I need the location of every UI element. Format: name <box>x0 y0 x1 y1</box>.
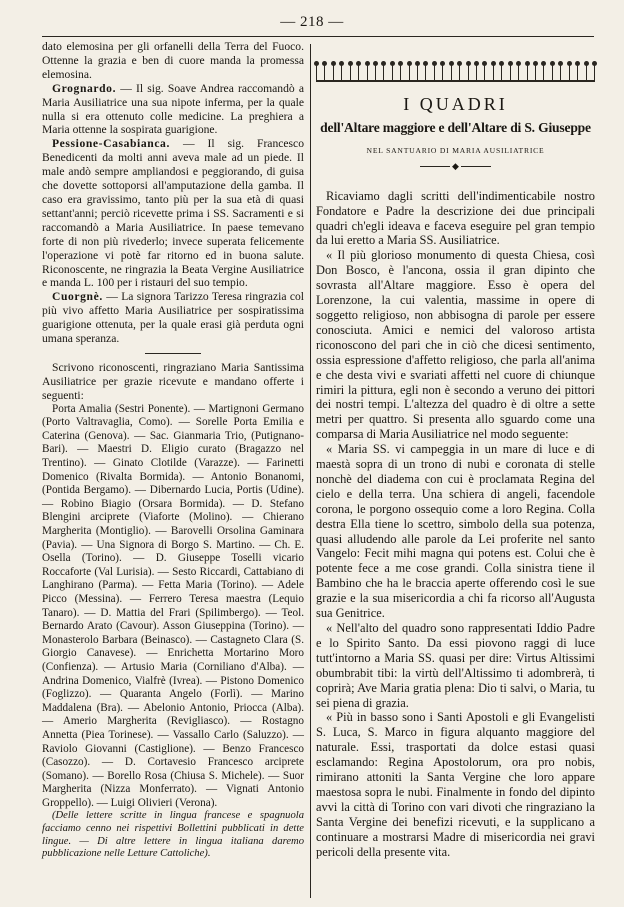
border-spike <box>493 64 494 80</box>
border-spike <box>409 64 410 80</box>
grace-entry-cuorgne <box>42 290 304 346</box>
grace-entry-grognardo <box>42 82 304 138</box>
border-spike <box>392 64 393 80</box>
title-ornament: ◆ <box>316 162 595 171</box>
donors-intro: Scrivono riconoscenti, ringraziano Maria Santissima Ausiliatrice per grazie ricevute e mandano offerte i seguenti: <box>42 360 304 402</box>
border-spike <box>527 64 528 80</box>
entry-heading: Pessione-Casabianca. <box>52 137 170 151</box>
border-spike <box>417 64 418 80</box>
border-spike <box>577 64 578 80</box>
border-spike <box>383 64 384 80</box>
article-paragraph: « Maria SS. vi campeggia in un mare di luce e di maestà sopra di un trono di nubi e coronata di stelle nonchè del diadema con cui è proclamata Regina del cielo e della terra. Una schiera di angeli, facendole corona, le porgono ossequio come a loro Regina. Colla destra Ella tiene lo scettro, simbolo della sua potenza, quasi alludendo alle parole da Lei proferite nel santo Vangelo: Fecit mihi magna qui potens est. Colui che è potente fece a me cose grandi. Colla sinistra tiene il Bambino che ha le braccia aperte offerendo così le sue grazie e la sua misericordia a chi fa ricorso all'Augusta sua Genitrice. <box>316 442 595 621</box>
article-paragraph: « Il più glorioso monumento di questa Chiesa, così Don Bosco, è l'ancona, ossia il gran dipinto che sovrasta all'Altare maggiore. Esso è opera del Lorenzone, la cui valentia, massime in opere di soggetto religioso, non abbisogna di parole per essere conosciuta. Amici e nemici del valoroso artista riconoscono del pari che in ciò che dicesi sentimento, ossia espressione d'affetto religioso, che parla all'anima e che desta vivi e svariati affetti nel cuore di chiunque rimiri la pittura, egli non è secondo a veruno dei pittori dei nostri tempi. L'altezza del quadro è di oltre a sette metri per quattro. Si presenta allo sguardo come una comparsa di Maria Ausiliatrice nel modo seguente: <box>316 248 595 442</box>
border-spike <box>543 64 544 80</box>
article-title: I QUADRI <box>403 94 508 114</box>
border-spike <box>375 64 376 80</box>
border-spike <box>367 64 368 80</box>
border-spike <box>324 64 325 80</box>
article-title-line2: dell'Altare maggiore e dell'Altare di S. Giuseppe <box>320 119 591 135</box>
border-spike <box>552 64 553 80</box>
border-spike <box>451 64 452 80</box>
border-spike <box>434 64 435 80</box>
article-subtitle: NEL SANTUARIO DI MARIA AUSILIATRICE <box>366 145 545 155</box>
border-spike <box>341 64 342 80</box>
border-spike <box>316 64 317 80</box>
border-spike <box>594 64 595 80</box>
entry-text: — Il sig. Francesco Benedicenti da molti anni aveva male ad un piede. Il male andò sempre ampliandosi e peggiorando, di guisa che dovette sottoporsi all'amputazione della gamba. Il caso era gravissimo, tanto più per la sua età di quasi settant'anni; perciò ricevette prima i SS. Sacramenti e si raccomandò a Maria Ausiliatrice. In paese temevano forte di non più rivederlo; invece superata felicemente l'operazione vi potè far ritorno ed in buona salute. Riconoscente, ne ringrazia la Beata Vergine Ausiliatrice e manda L. 100 per i ristauri del suo tempio. <box>42 137 304 290</box>
border-spike <box>560 64 561 80</box>
border-spike <box>459 64 460 80</box>
border-spike <box>476 64 477 80</box>
border-spike <box>510 64 511 80</box>
entry-text: — La signora Tarizzo Teresa ringrazia col più vivo affetto Maria Ausiliatrice per sospiratissima guarigione ottenuta, per la quale erasi già perduta ogni umana speranza. <box>42 290 304 346</box>
border-spike <box>358 64 359 80</box>
entry-text: — Il sig. Soave Andrea raccomandò a Maria Ausiliatrice una sua nipote inferma, per la quale nulla si era ottenuto colle medicine. La preghiera a Maria ottenne la sospirata guarigione. <box>42 81 304 137</box>
border-spike <box>535 64 536 80</box>
page-number: — 218 — <box>280 14 344 30</box>
border-spike <box>333 64 334 80</box>
language-note: (Delle lettere scritte in lingua francese e spagnuola facciamo cenno nei rispettivi Bollettini pubblicati in dette lingue. — Di altre lettere in lingua italiana daremo pubblicazione nelle Letture Cattoliche). <box>42 810 304 860</box>
column-divider <box>310 44 311 898</box>
border-spike <box>586 64 587 80</box>
right-column <box>316 46 595 860</box>
border-spike <box>484 64 485 80</box>
border-spike <box>569 64 570 80</box>
article-paragraph: « Più in basso sono i Santi Apostoli e gli Evangelisti S. Luca, S. Marco in figura alquanto maggiore del naturale. Essi, trasportati da dolce estasi quasi esclamando: Regina Apostolorum, ora pro nobis, rimirano attoniti la Santa Vergine che loro appare maestosa sopra le nubi. Finalmente in fondo del dipinto avvi la città di Torino con vari divoti che ringraziano la Santa Vergine dei benefizi ricevuti, e la supplicano a continuare a mostrarsi Madre di misericordia nei gravi pericoli della presente vita. <box>316 710 595 859</box>
entry-heading: Grognardo. <box>52 81 117 95</box>
decorative-border <box>316 58 595 82</box>
entry-heading: Cuorgnè. <box>52 290 103 304</box>
border-spike <box>425 64 426 80</box>
border-spike <box>442 64 443 80</box>
header-rule <box>42 36 594 37</box>
border-spike <box>468 64 469 80</box>
border-spike <box>400 64 401 80</box>
border-spike <box>350 64 351 80</box>
article-paragraph: Ricaviamo dagli scritti dell'indimenticabile nostro Fondatore e Padre la descrizione dei due principali quadri ch'egli ideava e faceva eseguire pel gran tempio da lui eretto a Maria SS. Ausiliatrice. <box>316 188 595 248</box>
section-separator <box>145 353 201 354</box>
border-spike <box>501 64 502 80</box>
donors-list: Porta Amalia (Sestri Ponente). — Martignoni Germano (Porto Valtravaglia, Como). — Sorelle Porta Emilia e Caterina (Genova). — Sac. Gianmaria Trio, (Putignano-Bari). — Maestri D. Eligio curato (Bragazzo nel Trentino). — Ginato Clotilde (Varazze). — Farinetti Domenico (Rivalta Bormida). — Antonio Bonanomi, (Pontida Bergamo). — Dibernardo Lucia, Portis (Udine). — Robino Biagio (Orsara Bormida). — D. Stefano Blengini arciprete (Viaforte (Molino). — Chierano Margherita (Montiglio). — Barovelli Orsolina Gaminara (Pavia). — Una Signora di Borgo S. Martino. — Ch. E. Osella (Torino). — D. Giuseppe Toselli vicario Roccaforte (Val Lurisia). — Sesto Riccardi, Cattabiano di Langhirano (Parma). — Fetta Maria (Torino). — Adele Picco (Messina). — Ferrero Teresa maestra (Lequio Tanaro). — D. Mattia del Frari (Spilimbergo). — Teol. Bernardo Arato (Cavour). Asson Giuseppina (Torino). — Monasterolo Barbara (Beinasco). — Castagneto Clara (S. Giorgio Canavese). — Enrichetta Mortarino Moro (Confienza). — Artusio Maria (Corniliano d'Alba). — Andrina Domenico, Vialfrè (Ivrea). — Pistono Domenico (Foglizzo). — Quaranta Angelo (Forlì). — Marino Maddalena (Bra). — Abelonio Antonio, Priocca (Alba). — Amerio Margherita (Revigliasco). — Rostagno Annetta (Piea Torinese). — Vassallo Carlo (Saluzzo). — Raviolo Giovanni (Castiglione). — Benzo Francesco (Casozzo). — D. Cortavesio Francesco arciprete (Somano). — Borello Rosa (Chiusa S. Michele). — Suor Margherita (Nizza Monferrato). — Vignati Antonio Groppello). — Luigi Olivieri (Verona). <box>42 402 304 809</box>
border-spike <box>518 64 519 80</box>
intro-paragraph: dato elemosina per gli orfanelli della Terra del Fuoco. Ottenne la grazia e ben di cuore manda la promessa elemosina. <box>42 40 304 81</box>
left-column <box>42 40 304 861</box>
article-paragraph: « Nell'alto del quadro sono rappresentati Iddio Padre e lo Spirito Santo. Da essi piovono raggi di luce tutt'intorno a Maria SS. quasi per dire: Virtus Altissimi obumbrabit tibi: la virtù dell'Altissimo ti adombrerà, ti coprirà; Ave Maria gratia plena: Dio ti salvi, o Maria, tu sei piena di grazia. <box>316 621 595 710</box>
grace-entry-pessione <box>42 137 304 290</box>
